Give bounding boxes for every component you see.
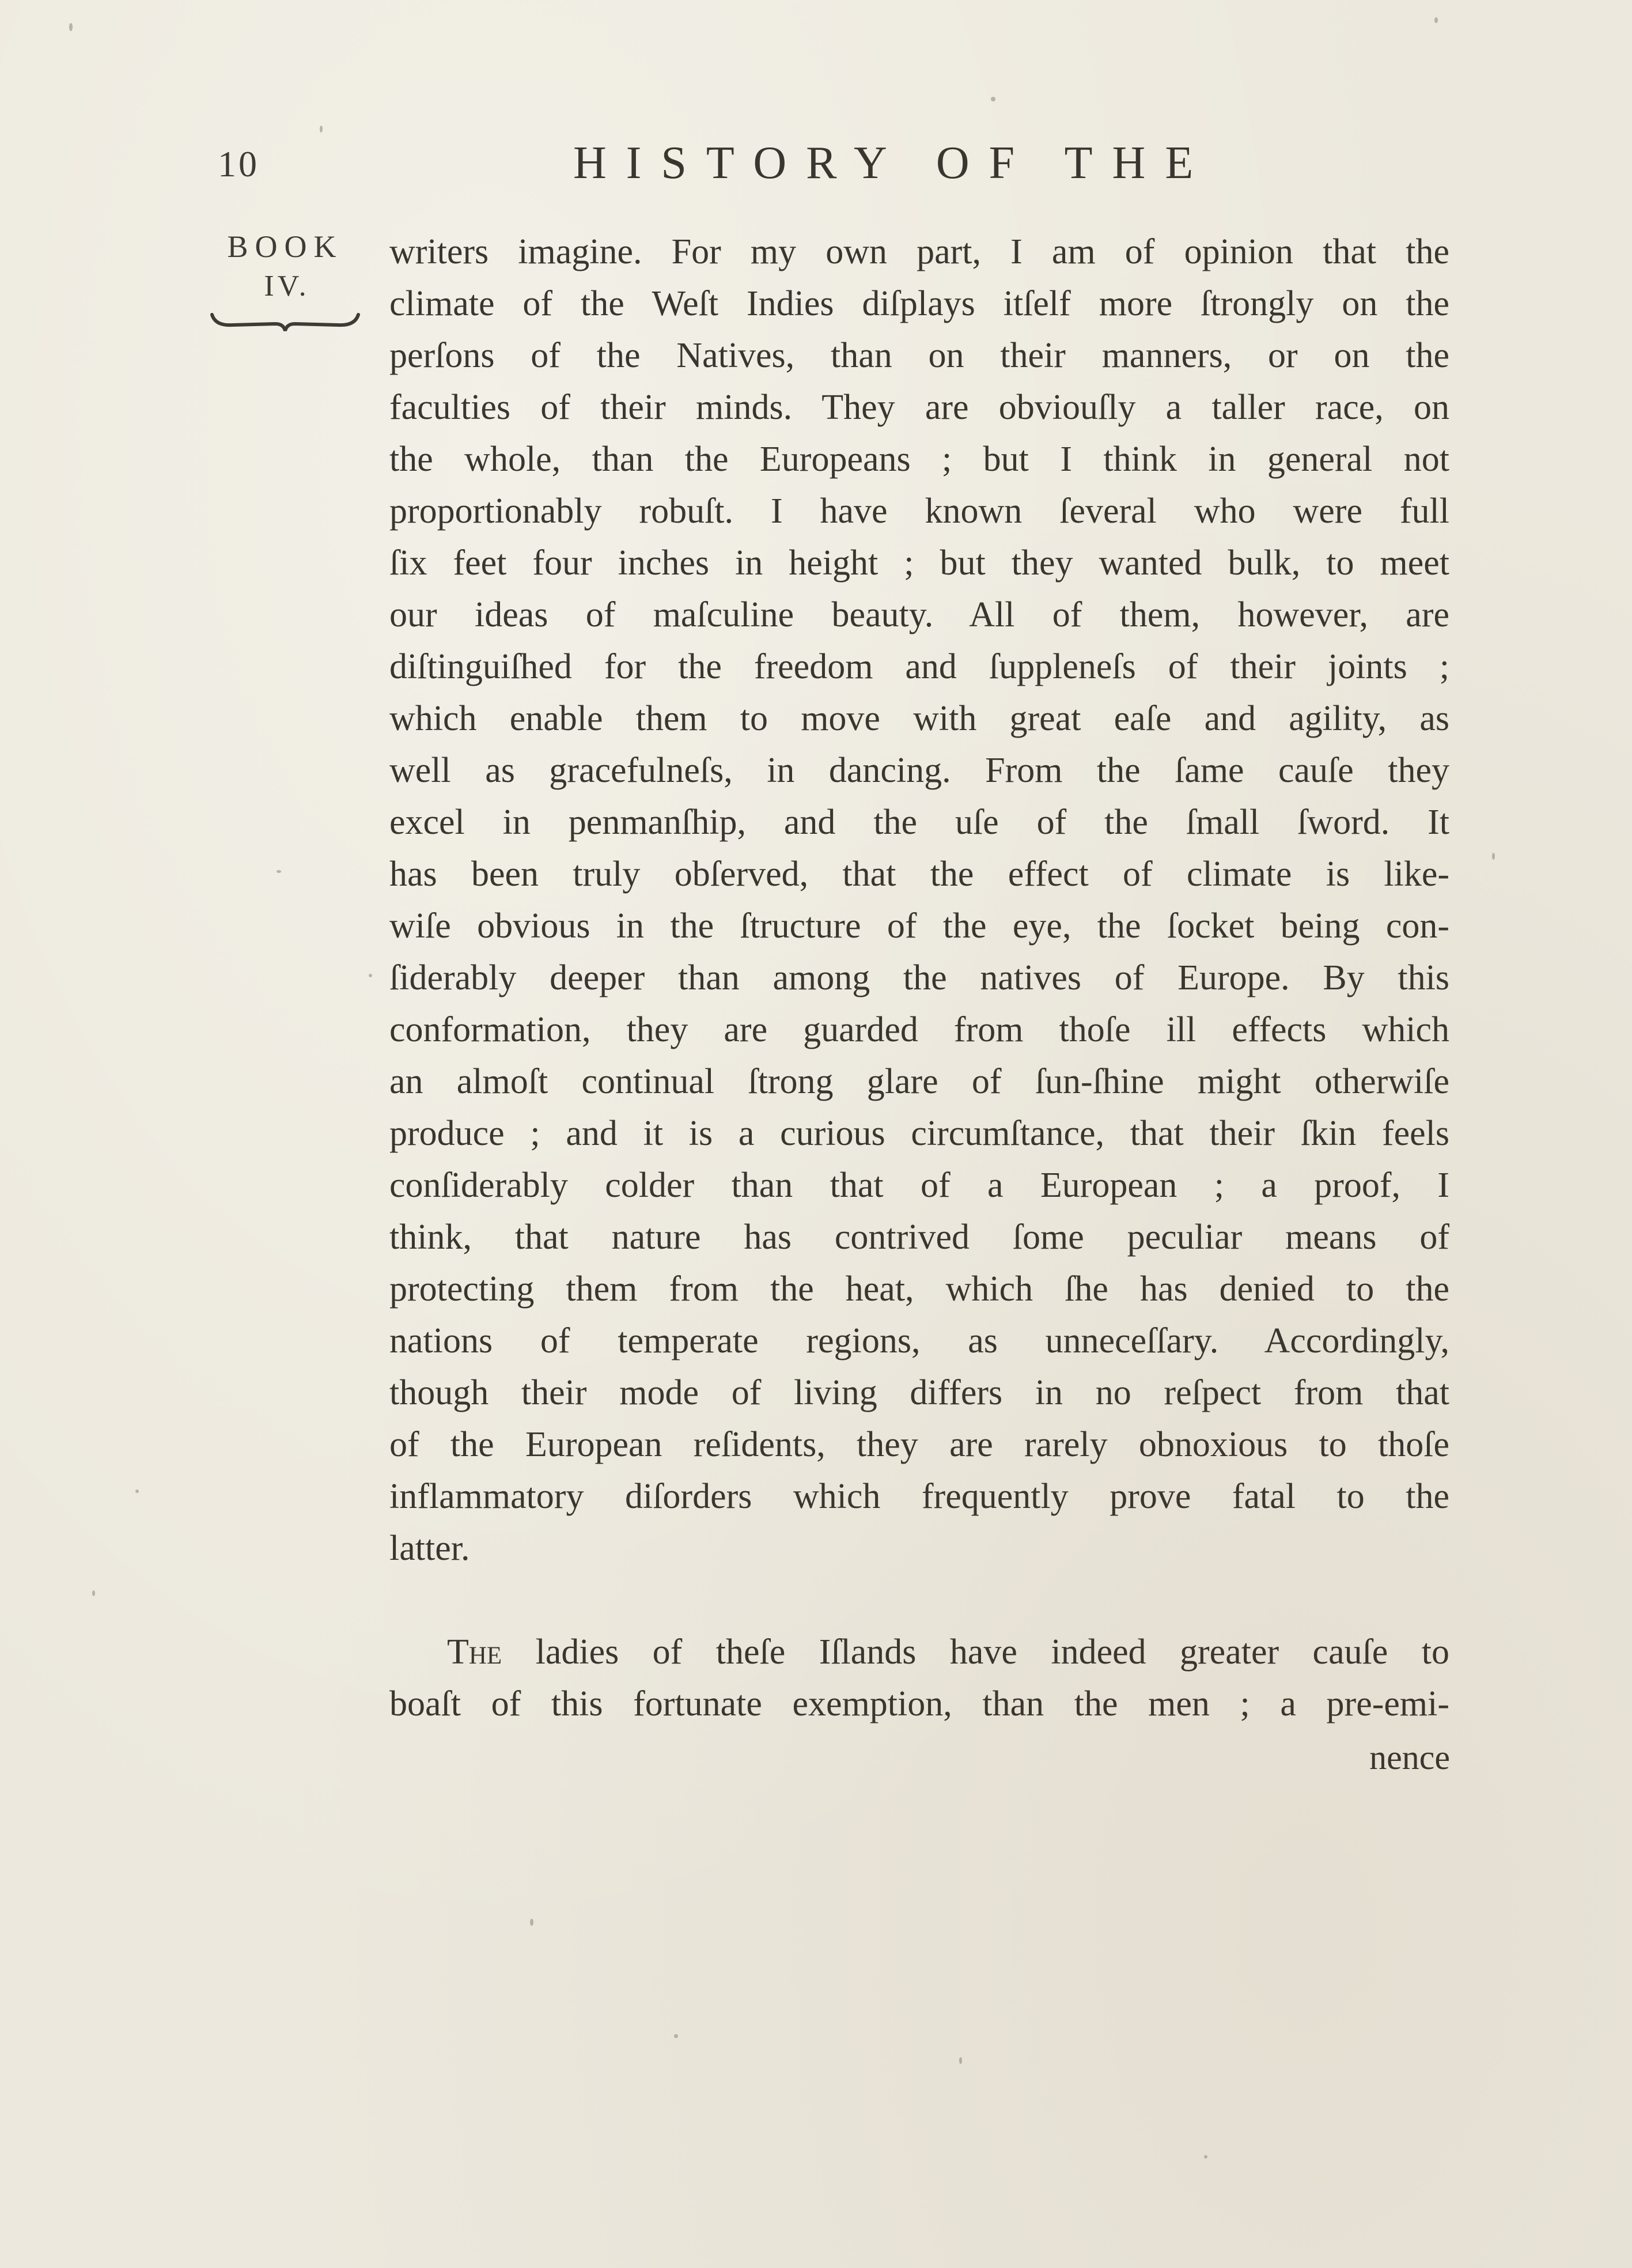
text-line: which enable them to move with great eaſe and agility, as — [389, 699, 1449, 738]
paragraph-1 — [389, 226, 1449, 1574]
text-line: conſiderably colder than that of a European ; a proof, I — [389, 1166, 1449, 1205]
text-line: well as gracefulneſs, in dancing. From the ſame cauſe they — [389, 751, 1449, 790]
text-line: of the European reſidents, they are rarely obnoxious to thoſe — [389, 1425, 1449, 1464]
text-line: boaſt of this fortunate exemption, than the men ; a pre-emi- — [389, 1684, 1449, 1723]
paper-speck — [1492, 853, 1495, 860]
text-line: writers imagine. For my own part, I am of opinion that the — [389, 232, 1449, 271]
paper-speck — [991, 97, 995, 101]
text-line: produce ; and it is a curious circumſtance, that their ſkin feels — [389, 1114, 1449, 1153]
text-line: inflammatory diſorders which frequently prove fatal to the — [389, 1477, 1449, 1516]
text-line: protecting them from the heat, which ſhe has denied to the — [389, 1269, 1449, 1309]
text-line: think, that nature has contrived ſome peculiar means of — [389, 1218, 1449, 1257]
volume-label: IV. — [264, 270, 310, 303]
text-line: faculties of their minds. They are obviouſly a taller race, on — [389, 388, 1449, 427]
text-line: climate of the Weſt Indies diſplays itſelf more ſtrongly on the — [389, 284, 1449, 323]
paper-speck — [92, 1590, 95, 1596]
paper-speck — [369, 974, 372, 977]
brace-ornament — [207, 311, 363, 334]
body-text — [389, 226, 1449, 1730]
catchword: nence — [1369, 1738, 1450, 1776]
text-line: wiſe obvious in the ſtructure of the eye, the ſocket being con- — [389, 906, 1449, 946]
paragraph-gap — [389, 1574, 1449, 1626]
text-line: ſix feet four inches in height ; but they wanted bulk, to meet — [389, 543, 1449, 583]
text-line-rest: ladies of theſe Iſlands have indeed greater cauſe to — [502, 1632, 1449, 1672]
text-line: latter. — [389, 1529, 470, 1568]
text-line: perſons of the Natives, than on their manners, or on the — [389, 336, 1449, 375]
running-title: HISTORY OF THE — [573, 138, 1213, 188]
text-line: proportionably robuſt. I have known ſeveral who were full — [389, 492, 1449, 531]
text-line: nations of temperate regions, as unneceſſary. Accordingly, — [389, 1321, 1449, 1360]
text-line: excel in penmanſhip, and the uſe of the ſmall ſword. It — [389, 803, 1449, 842]
text-line: the whole, than the Europeans ; but I think in general not — [389, 440, 1449, 479]
text-line — [389, 1626, 1449, 1678]
paragraph-2 — [389, 1626, 1449, 1730]
paper-speck — [959, 2057, 962, 2064]
paper-speck — [530, 1919, 533, 1926]
page-number: 10 — [218, 143, 259, 184]
text-line: ſiderably deeper than among the natives of Europe. By this — [389, 958, 1449, 997]
text-line: though their mode of living differs in no reſpect from that — [389, 1373, 1449, 1412]
paper-speck — [320, 126, 323, 133]
paper-speck — [69, 23, 73, 31]
margin-note — [207, 226, 363, 334]
book-label: BOOK — [227, 229, 343, 264]
paper-speck — [674, 2034, 678, 2038]
text-line: diſtinguiſhed for the freedom and ſuppleneſs of their joints ; — [389, 647, 1449, 686]
text-line: conformation, they are guarded from thoſe ill effects which — [389, 1010, 1449, 1049]
paper-speck — [277, 870, 281, 873]
text-line: has been truly obſerved, that the effect of climate is like- — [389, 855, 1449, 894]
initial-word: The — [447, 1632, 502, 1672]
paper-speck — [135, 1490, 139, 1493]
paper-speck — [1434, 17, 1438, 23]
text-line: an almoſt continual ſtrong glare of ſun-ſhine might otherwiſe — [389, 1062, 1449, 1101]
text-line: our ideas of maſculine beauty. All of them, however, are — [389, 595, 1449, 634]
paper-speck — [1204, 2155, 1207, 2159]
